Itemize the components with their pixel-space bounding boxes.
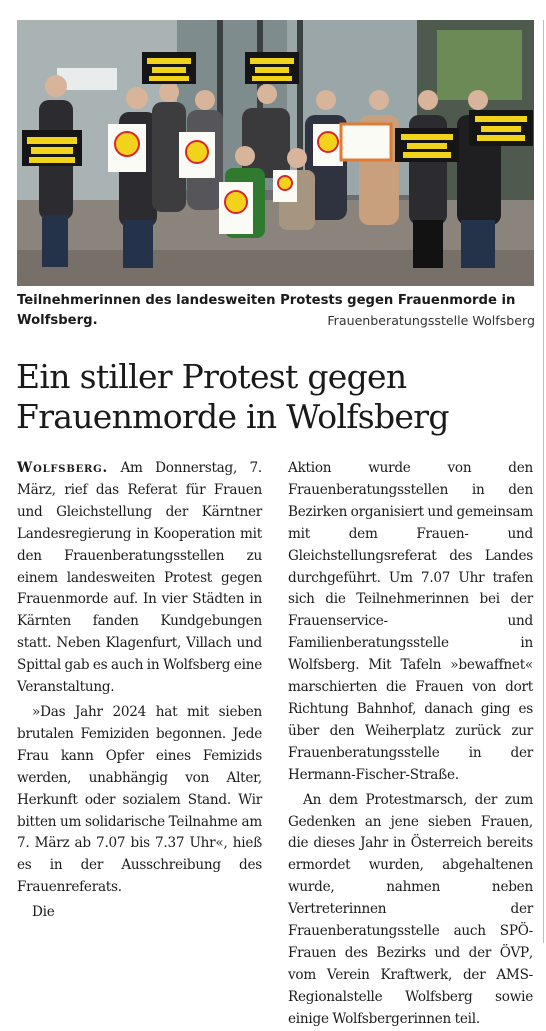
- paragraph-text: , vom Verein Kraftwerk, der: [288, 944, 533, 983]
- news-photo: [17, 20, 534, 286]
- party-abbrev: SPÖ: [499, 923, 529, 940]
- paragraph-text: Am Donnerstag, 7. März, rief das Referat für Frauen und Gleichstellung der Kärntner Landesregierung in Kooperation mit den Frauenberatungsstellen zu einem landesweiten Protest gegen Frauenmorde auf. In vier Städten in Kärnten fanden Kundgebungen statt. Neben Klagenfurt, Villach und Spittal gab es auch in Wolfsberg eine Veranstaltung.: [17, 460, 263, 696]
- article-paragraph: »Das Jahr 2024 hat mit sieben brutalen Femiziden begonnen. Jede Frau kann Opfer eines Femizids werden, unabhängig von Alter, Herkunft oder sozialem Stand. Wir bitten um solidarische Teilnahme am 7. März ab 7.07 bis 7.37 Uhr«, hieß es in der Ausschreibung des Frauenreferats.: [17, 703, 262, 896]
- photo-illustration: [17, 20, 534, 286]
- paragraph-text: An dem Protestmarsch, der zum Gedenken an jene sieben Frauen, die dieses Jahr in Österreich bereits ermordet wurden, abgehaltenen wurde, nahmen neben Vertreterinnen der Frauenberatungsstelle auch: [288, 791, 533, 940]
- paragraph-text: -Regionalstelle Wolfsberg sowie einige Wolfsbergerinnen teil.: [288, 966, 533, 1027]
- paragraph-text: -Frauen des Bezirks und der: [288, 923, 533, 961]
- dateline: Wolfsberg.: [17, 460, 108, 476]
- column-rule: [543, 20, 544, 943]
- article-paragraph: [17, 458, 262, 699]
- org-abbrev: AMS: [496, 966, 529, 983]
- photo-caption: [17, 291, 535, 331]
- article-paragraph: Die: [32, 904, 55, 921]
- caption-text: Teilnehmerinnen des landesweiten Protests gegen Frauenmorde in Wolfsberg.: [17, 293, 516, 328]
- article-paragraph: [288, 790, 533, 1031]
- article-column-1: [17, 458, 262, 924]
- party-abbrev: ÖVP: [499, 944, 529, 961]
- article-paragraph-continued: Aktion wurde von den Frauenberatungsstellen in den Bezirken organisiert und gemeinsam mit dem Frauen- und Gleichstellungsreferat des Landes durchgeführt. Um 7.07 Uhr trafen sich die Teilnehmerinnen bei der Frauenservice- und Familienberatungsstelle in Wolfsberg. Mit Tafeln »bewaffnet« marschierten die Frauen von dort Richtung Bahnhof, danach ging es über den Weiherplatz zurück zur Frauenberatungsstelle in der Hermann-Fischer-Straße.: [288, 460, 533, 783]
- article-column-2: [288, 458, 533, 1031]
- article-headline: Ein stiller Protest gegen Frauenmorde in Wolfsberg: [16, 357, 449, 436]
- photo-credit: Frauenberatungsstelle Wolfsberg: [327, 313, 535, 328]
